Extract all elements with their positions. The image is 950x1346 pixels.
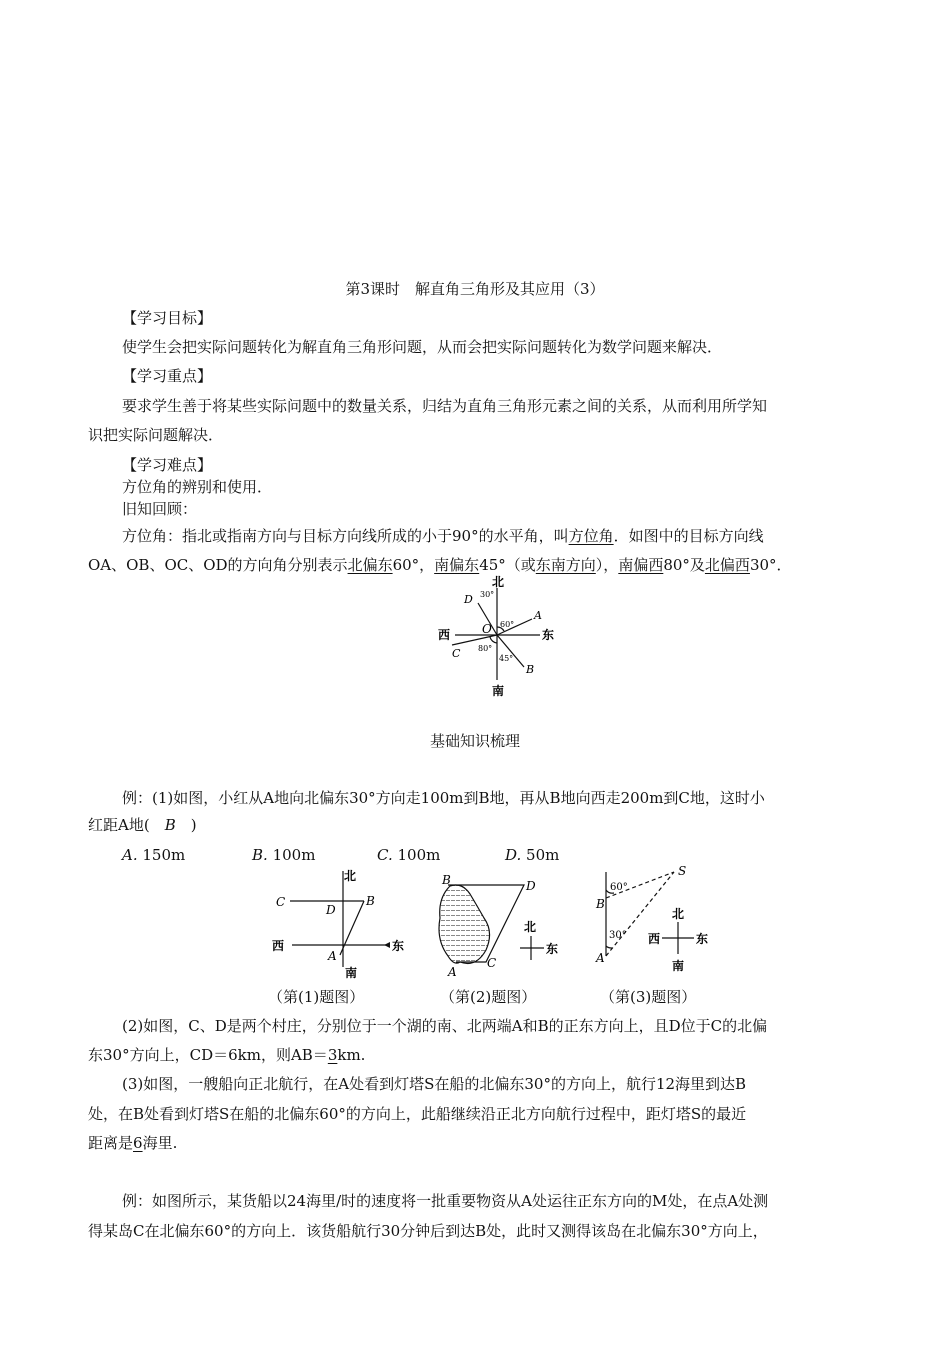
- figure-1: [268, 865, 418, 980]
- svg-text:东: 东: [546, 942, 559, 956]
- example3-answer: 6: [133, 1134, 143, 1152]
- compass-north: 北: [492, 575, 505, 589]
- svg-text:南: 南: [672, 959, 685, 973]
- svg-text:60°: 60°: [610, 882, 628, 893]
- svg-text:北: 北: [344, 869, 357, 883]
- compass-east: 东: [542, 628, 555, 642]
- svg-text:30°: 30°: [609, 930, 627, 941]
- svg-text:北: 北: [672, 907, 685, 921]
- option-b: B. 100m: [252, 846, 316, 864]
- label-a: A: [534, 609, 542, 622]
- example2-answer: 3: [327, 1046, 338, 1064]
- caption-fig3: （第(3)题图）: [600, 988, 697, 1006]
- svg-text:西: 西: [648, 932, 661, 946]
- svg-text:南: 南: [345, 966, 358, 980]
- example2-line2: 东30°方向上，CD＝6km，则AB＝3km.: [88, 1046, 366, 1064]
- review-line1: 方位角：指北或指南方向与目标方向线所成的小于90°的水平角，叫方位角．如图中的目标方向线: [122, 527, 764, 545]
- label-d: D: [464, 593, 473, 606]
- svg-text:西: 西: [272, 939, 285, 953]
- svg-text:D: D: [326, 903, 336, 917]
- compass-south: 南: [492, 684, 505, 698]
- angle-45: 45°: [499, 654, 514, 663]
- difficulty-text: 方位角的辨别和使用．: [122, 478, 273, 496]
- compass-west: 西: [438, 628, 451, 642]
- svg-text:C: C: [487, 956, 497, 970]
- example4-line1: 例：如图所示，某货船以24海里/时的速度将一批重要物资从A处运往正东方向的M处，在点A处测: [122, 1192, 769, 1210]
- example3-line3: 距离是6海里.: [88, 1134, 178, 1152]
- goal-text: 使学生会把实际问题转化为解直角三角形问题，从而会把实际问题转化为数学问题来解决．: [122, 338, 723, 356]
- svg-text:C: C: [276, 895, 286, 909]
- caption-fig1: （第(1)题图）: [268, 988, 365, 1006]
- page-title: 第3课时 解直角三角形及其应用（3）: [345, 280, 605, 298]
- section-heading-difficulty: 【学习难点】: [122, 456, 213, 474]
- label-o: O: [482, 622, 492, 636]
- svg-text:D: D: [526, 879, 536, 893]
- option-c: C. 100m: [377, 846, 441, 864]
- svg-text:A: A: [328, 949, 337, 963]
- key-text-line2: 识把实际问题解决．: [88, 426, 224, 444]
- example3-line2: 处，在B处看到灯塔S在船的北偏东60°的方向上，此船继续沿正北方向航行过程中，距灯塔S的最近: [88, 1105, 747, 1123]
- example2-line1: (2)如图，C、D是两个村庄，分别位于一个湖的南、北两端A和B的正东方向上，且D位于C的北偏: [122, 1017, 768, 1035]
- option-a: A. 150m: [122, 846, 186, 864]
- section-heading-key: 【学习重点】: [122, 367, 213, 385]
- fig1-ab: [340, 901, 364, 955]
- section-heading-goal: 【学习目标】: [122, 309, 213, 327]
- arc-80: [490, 637, 497, 643]
- figure-3: [590, 862, 720, 980]
- review-line2: OA、OB、OC、OD的方向角分别表示北偏东60°，南偏东45°（或东南方向），南偏西80°及北偏西30°．: [88, 556, 792, 574]
- label-c: C: [452, 647, 461, 660]
- example3-line1: (3)如图，一艘船向正北航行，在A处看到灯塔S在船的北偏东30°的方向上，航行12海里到达B: [122, 1075, 747, 1093]
- angle-60: 60°: [500, 620, 515, 629]
- example4-line2: 得某岛C在北偏东60°的方向上．该货船航行30分钟后到达B处，此时又测得该岛在北偏东30°方向上，: [88, 1222, 768, 1240]
- fig2-lake: [439, 885, 490, 964]
- angle-80: 80°: [478, 644, 493, 653]
- svg-text:A: A: [596, 951, 605, 965]
- key-text-line1: 要求学生善于将某些实际问题中的数量关系，归结为直角三角形元素之间的关系，从而利用所学知: [122, 397, 768, 415]
- svg-text:东: 东: [696, 932, 709, 946]
- svg-text:A: A: [448, 965, 457, 979]
- svg-text:B: B: [442, 873, 451, 887]
- example1-line1: 例：(1)如图，小红从A地向北偏东30°方向走100m到B地，再从B地向西走200m到C地，这时小: [122, 789, 765, 807]
- svg-text:B: B: [366, 894, 375, 908]
- review-label: 旧知回顾：: [122, 500, 198, 518]
- label-b: B: [526, 663, 535, 676]
- angle-30: 30°: [480, 590, 495, 599]
- compass-diagram: [430, 575, 570, 700]
- svg-text:B: B: [596, 897, 605, 911]
- answer-fangweijiao: 方位角: [568, 527, 614, 545]
- svg-text:北: 北: [524, 920, 537, 934]
- basics-heading: 基础知识梳理: [429, 732, 520, 750]
- svg-text:东: 东: [392, 939, 405, 953]
- figure-2: [428, 868, 578, 980]
- example1-answer: B: [164, 816, 176, 834]
- option-d: D. 50m: [505, 846, 560, 864]
- caption-fig2: （第(2)题图）: [440, 988, 537, 1006]
- svg-text:S: S: [678, 864, 687, 878]
- example1-line2: 红距A地( B ): [88, 816, 197, 834]
